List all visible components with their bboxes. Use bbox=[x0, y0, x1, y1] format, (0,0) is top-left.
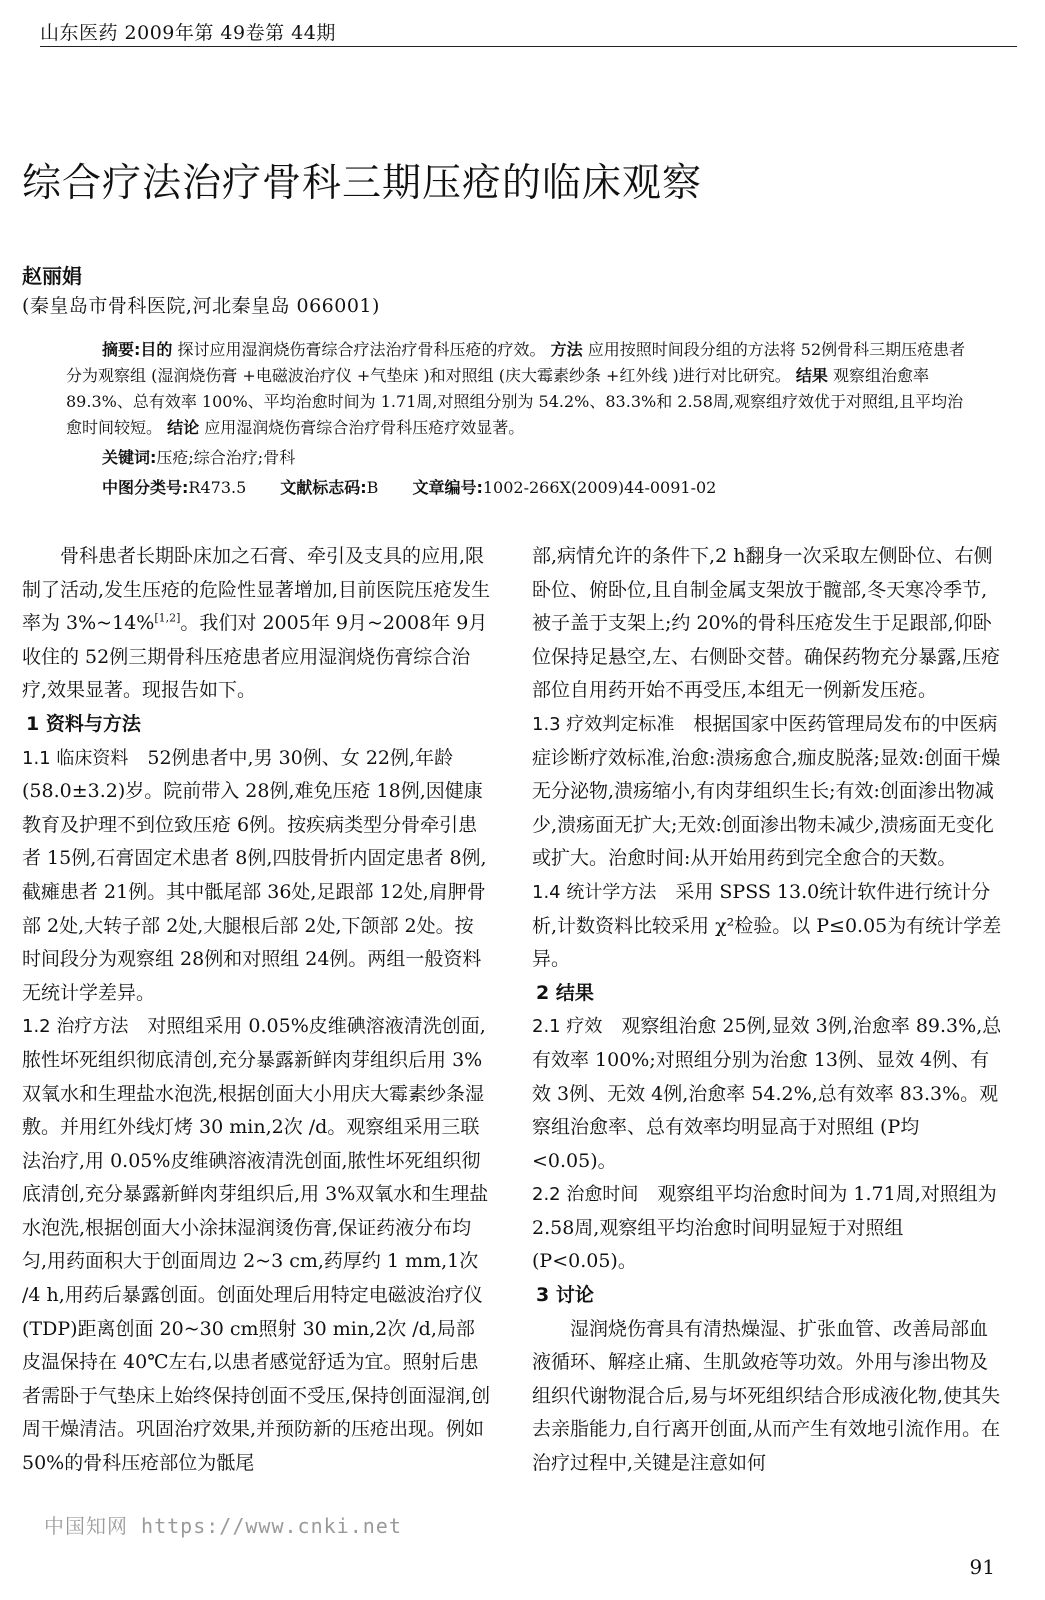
keywords-label: 关键词: bbox=[102, 448, 157, 467]
abstract-paragraph bbox=[66, 337, 966, 441]
doc-code-value: B bbox=[366, 478, 379, 497]
classification-line bbox=[66, 475, 966, 501]
doc-code-label: 文献标志码: bbox=[280, 478, 367, 497]
subsection-heading: 1.1 临床资料 bbox=[22, 747, 129, 769]
author-name: 赵丽娟 bbox=[22, 264, 82, 288]
abstract-method: 应用按照时间段分组的方法将 52例骨科三期压疮患者分为观察组 (湿润烧伤膏 +电磁波治疗仪 +气垫床 )和对照组 (庆大霉素纱条 +红外线 )进行对比研究。 bbox=[66, 340, 966, 385]
subsection-text: 采用 SPSS 13.0统计软件进行统计分析,计数资料比较采用 χ²检验。以 P≤0.05为有统计学差异。 bbox=[532, 880, 1002, 971]
subsection-heading: 2.2 治愈时间 bbox=[532, 1184, 639, 1206]
subsection-text: 观察组平均治愈时间为 1.71周,对照组为 2.58周,观察组平均治愈时间明显短于对照组 (P<0.05)。 bbox=[532, 1183, 997, 1273]
section-heading-results: 2 结果 bbox=[536, 981, 594, 1004]
journal-header: 山东医药 2009年第 49卷第 44期 bbox=[40, 22, 336, 44]
article-title: 综合疗法治疗骨科三期压疮的临床观察 bbox=[22, 161, 703, 206]
method-label: 方法 bbox=[550, 340, 583, 359]
abstract-result: 观察组治愈率 89.3%、总有效率 100%、平均治愈时间为 1.71周,对照组分别为 54.2%、83.3%和 2.58周,观察组疗效优于对照组,且平均治愈时间较短。 bbox=[66, 366, 964, 437]
clc-label: 中图分类号: bbox=[102, 478, 189, 497]
section-heading-methods: 1 资料与方法 bbox=[26, 712, 141, 735]
subsection-statistics bbox=[532, 876, 1002, 977]
cnki-watermark: 中国知网 https://www.cnki.net bbox=[44, 1514, 402, 1538]
section-heading-discussion: 3 讨论 bbox=[536, 1284, 594, 1307]
subsection-heading: 2.1 疗效 bbox=[532, 1016, 603, 1038]
subsection-efficacy bbox=[532, 1010, 1002, 1178]
header-rule bbox=[40, 46, 1017, 47]
subsection-clinical-data bbox=[22, 742, 492, 1011]
discussion-paragraph: 湿润烧伤膏具有清热燥湿、扩张血管、改善局部血液循环、解痉止痛、生肌敛疮等功效。外用与渗出物及组织代谢物混合后,易与坏死组织结合形成液化物,使其失去亲脂能力,自行离开创面,从而产生有效地引流作用。在治疗过程中,关键是注意如何 bbox=[532, 1317, 1001, 1475]
subsection-criteria bbox=[532, 708, 1002, 876]
subsection-treatment bbox=[22, 1010, 492, 1480]
result-label: 结果 bbox=[795, 366, 828, 385]
keywords-value: 压疮;综合治疗;骨科 bbox=[156, 448, 296, 467]
article-number-value: 1002-266X(2009)44-0091-02 bbox=[482, 478, 717, 497]
page-number: 91 bbox=[969, 1555, 995, 1579]
abstract-label: 摘要:目的 bbox=[102, 340, 173, 359]
subsection-heading: 1.4 统计学方法 bbox=[532, 881, 657, 903]
subsection-text: 对照组采用 0.05%皮维碘溶液清洗创面,脓性坏死组织彻底清创,充分暴露新鲜肉芽组织后用 3%双氧水和生理盐水泡洗,根据创面大小用庆大霉素纱条湿敷。并用红外线灯烤 30 min,2次 /d。观察组采用三联法治疗,用 0.05%皮维碘溶液清洗创面,脓性坏死组织彻底清创,充分暴露新鲜肉芽组织后,用 3%双氧水和生理盐水泡洗,根据创面大小涂抹湿润烫伤膏,保证药液分布均匀,用药面积大于创面周边 2~3 cm,药厚约 1 mm,1次 /4 h,用药后暴露创面。创面处理后用特定电磁波治疗仪 (TDP)距离创面 20~30 cm照射 30 min,2次 /d,局部皮温保持在 40℃左右,以患者感觉舒适为宜。照射后患者需卧于气垫床上始终保持创面不受压,保持创面湿润,创周干燥清洁。巩固治疗效果,并预防新的压疮出现。例如 50%的骨科压疮部位为骶尾 bbox=[22, 1015, 491, 1475]
subsection-text: 观察组治愈 25例,显效 3例,治愈率 89.3%,总有效率 100%;对照组分别为治愈 13例、显效 4例、有效 3例、无效 4例,治愈率 54.2%,总有效率 83.3%。观察组治愈率、总有效率均明显高于对照组 (P均<0.05)。 bbox=[532, 1015, 1002, 1172]
subsection-text: 52例患者中,男 30例、女 22例,年龄 (58.0±3.2)岁。院前带入 28例,难免压疮 18例,因健康教育及护理不到位致压疮 6例。按疾病类型分骨牵引患者 15例,石膏固定术患者 8例,四肢骨折内固定患者 8例,截瘫患者 21例。其中骶尾部 36处,足跟部 12处,肩胛骨部 2处,大转子部 2处,大腿根后部 2处,下颌部 2处。按时间段分为观察组 28例和对照组 24例。两组一般资料无统计学差异。 bbox=[22, 746, 487, 1004]
article-number-label: 文章编号: bbox=[412, 478, 483, 497]
subsection-heading: 1.3 疗效判定标准 bbox=[532, 713, 675, 735]
body-column-left bbox=[22, 540, 492, 1481]
citation-ref: [1,2] bbox=[154, 611, 181, 625]
abstract-conclusion: 应用湿润烧伤膏综合治疗骨科压疮疗效显著。 bbox=[204, 418, 525, 437]
subsection-heading: 1.2 治疗方法 bbox=[22, 1016, 129, 1038]
clc-value: R473.5 bbox=[188, 478, 247, 497]
continued-paragraph: 部,病情允许的条件下,2 h翻身一次采取左侧卧位、右侧卧位、俯卧位,且自制金属支架放于髋部,冬天寒冷季节,被子盖于支架上;约 20%的骨科压疮发生于足跟部,仰卧位保持足悬空,左、右侧卧交替。确保药物充分暴露,压疮部位自用药开始不再受压,本组无一例新发压疮。 bbox=[532, 545, 1001, 702]
intro-paragraph bbox=[22, 540, 492, 708]
conclusion-label: 结论 bbox=[167, 418, 200, 437]
intro-text-1: 骨科患者长期卧床加之石膏、牵引及支具的应用,限制了活动,发生压疮的危险性显著增加,目前医院压疮发生率为 3%~14% bbox=[22, 545, 491, 635]
body-column-right bbox=[532, 540, 1002, 1481]
subsection-text: 根据国家中医药管理局发布的中医病症诊断疗效标准,治愈:溃疡愈合,痂皮脱落;显效:创面干燥无分泌物,溃疡缩小,有肉芽组织生长;有效:创面渗出物减少,溃疡面无扩大;无效:创面渗出物未减少,溃疡面无变化或扩大。治愈时间:从开始用药到完全愈合的天数。 bbox=[532, 712, 1001, 870]
author-affiliation: (秦皇岛市骨科医院,河北秦皇岛 066001) bbox=[22, 295, 380, 317]
abstract-section bbox=[66, 337, 966, 501]
abstract-purpose: 探讨应用湿润烧伤膏综合疗法治疗骨科压疮的疗效。 bbox=[177, 340, 546, 359]
keywords-line bbox=[66, 445, 966, 471]
intro-text-2: 。我们对 2005年 9月~2008年 9月收住的 52例三期骨科压疮患者应用湿润烧伤膏综合治疗,效果显著。现报告如下。 bbox=[22, 612, 488, 702]
subsection-healing-time bbox=[532, 1178, 1002, 1279]
